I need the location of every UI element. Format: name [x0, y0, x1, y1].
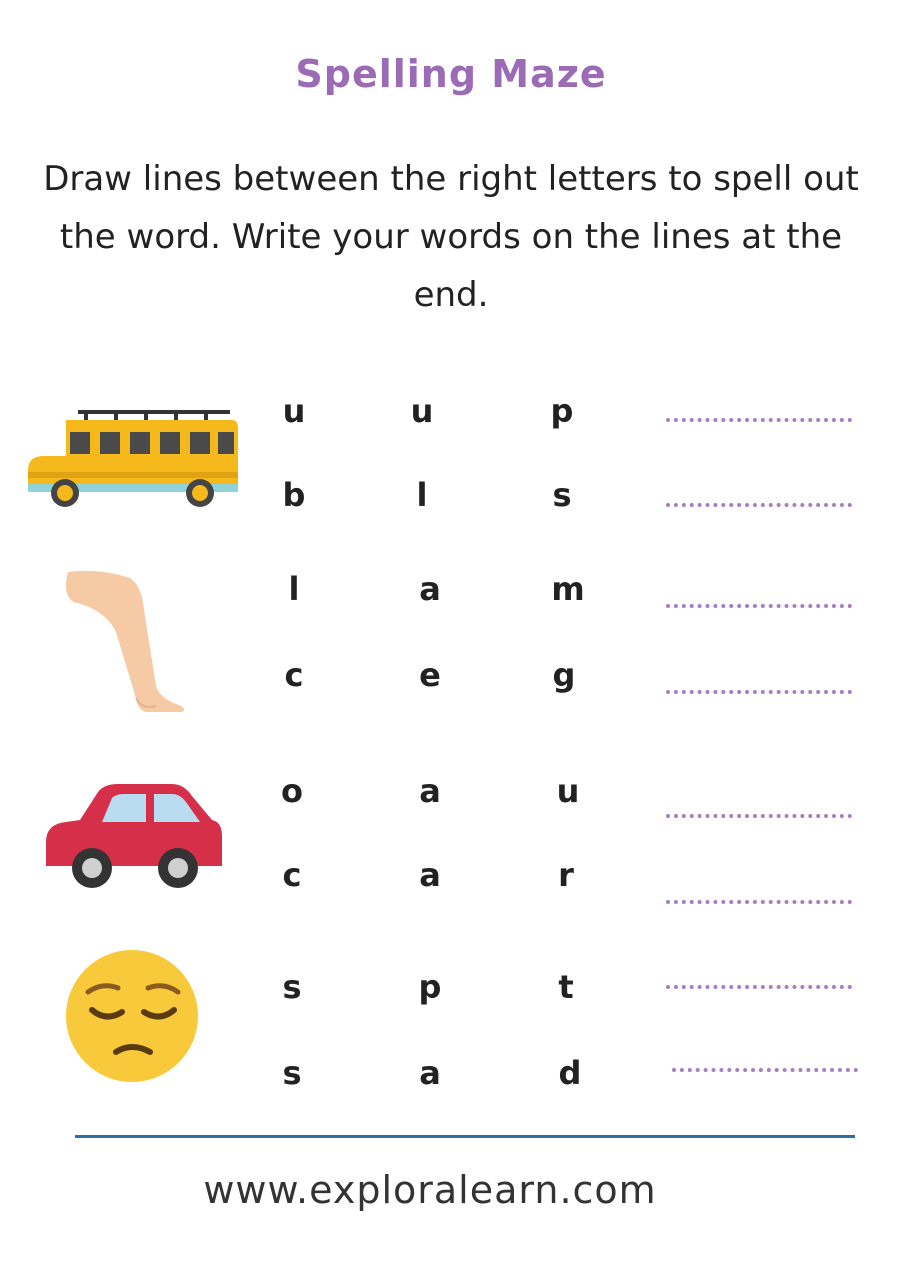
answer-line [666, 900, 852, 904]
letter-r3-c2: a [419, 570, 441, 608]
letter-r5-c2: a [419, 772, 441, 810]
letter-r1-c1: u [282, 392, 306, 430]
bus-icon [26, 410, 242, 512]
letter-r2-c2: l [416, 476, 428, 514]
pensive-face-icon [64, 948, 200, 1084]
instructions: Draw lines between the right letters to spell out the word. Write your words on the lines at the end. [43, 159, 859, 315]
answer-line [666, 604, 852, 608]
letter-r7-c1: s [282, 968, 302, 1006]
leg-icon [60, 566, 190, 714]
answer-line [666, 985, 852, 989]
website-url: www.exploralearn.com [203, 1168, 657, 1212]
letter-r1-c2: u [410, 392, 434, 430]
letter-r7-c2: p [418, 968, 442, 1006]
answer-line [672, 1068, 858, 1072]
letter-r4-c1: c [284, 656, 304, 694]
letter-r5-c3: u [556, 772, 580, 810]
letter-r5-c1: o [281, 772, 303, 810]
letter-r3-c3: m [551, 570, 585, 608]
letter-r2-c1: b [282, 476, 306, 514]
letter-r7-c3: t [558, 968, 574, 1006]
letter-r6-c2: a [419, 856, 441, 894]
letter-r6-c3: r [558, 856, 574, 894]
answer-line [666, 418, 852, 422]
letter-r8-c3: d [558, 1054, 582, 1092]
letter-r8-c1: s [282, 1054, 302, 1092]
letter-r3-c1: l [288, 570, 300, 608]
answer-line [666, 814, 852, 818]
letter-r8-c2: a [419, 1054, 441, 1092]
letter-r1-c3: p [550, 392, 574, 430]
answer-line [666, 503, 852, 507]
letter-r6-c1: c [282, 856, 302, 894]
footer-divider [75, 1135, 855, 1138]
letter-r2-c3: s [552, 476, 572, 514]
car-icon [42, 780, 226, 890]
letter-r4-c3: g [552, 656, 576, 694]
answer-line [666, 690, 852, 694]
page-title: Spelling Maze [295, 52, 607, 96]
letter-r4-c2: e [419, 656, 441, 694]
